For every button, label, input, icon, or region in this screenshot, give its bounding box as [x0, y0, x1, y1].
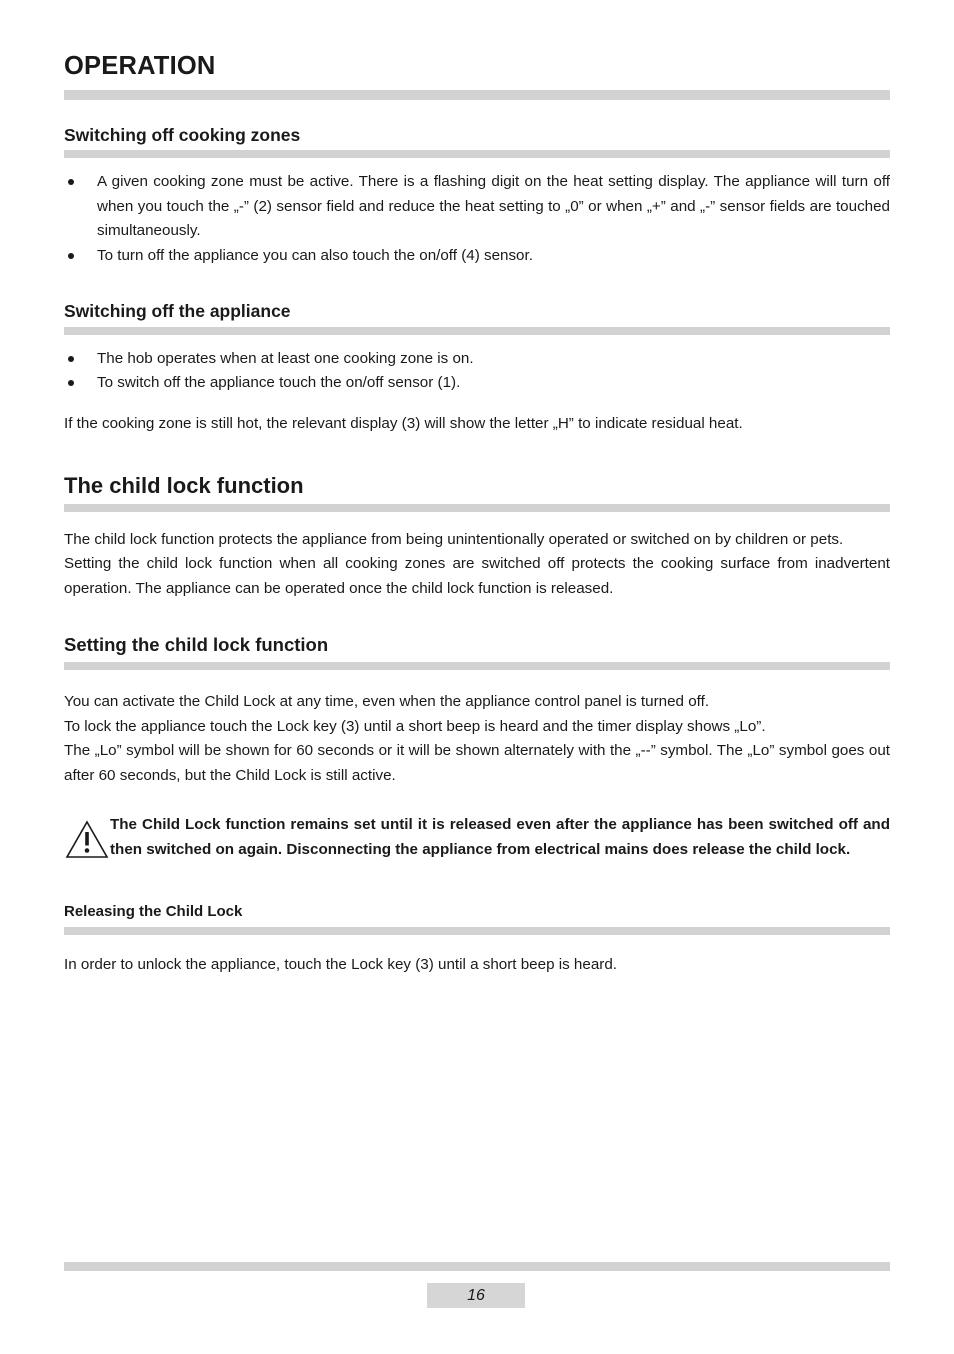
warning-text: The Child Lock function remains set until it is released even after the appliance has been switched off and then switched on again. Disconnecting the appliance from electrical mains does release the child lock. — [110, 816, 890, 859]
paragraph-residual-heat: If the cooking zone is still hot, the relevant display (3) will show the letter „H” to indicate residual heat. — [64, 414, 743, 432]
paragraph-lo-symbol: The „Lo” symbol will be shown for 60 seconds or it will be shown alternately with the „--” symbol. The „Lo” symbol goes out after 60 seconds, but the Child Lock is still active. — [64, 742, 890, 784]
list-switching-off-the-appliance — [64, 347, 890, 396]
paragraph-lock-appliance: To lock the appliance touch the Lock key (3) until a short beep is heard and the timer display shows „Lo”. — [64, 717, 766, 735]
list-item — [64, 347, 890, 372]
bullet-dot-icon — [68, 179, 74, 185]
list-switching-off-cooking-zones — [64, 170, 890, 268]
heading-divider-the-child-lock-function — [64, 504, 890, 512]
title-divider — [64, 90, 890, 100]
warning-note — [64, 812, 890, 866]
paragraph-unlock-appliance: In order to unlock the appliance, touch the Lock key (3) until a short beep is heard. — [64, 955, 617, 973]
warning-triangle-icon — [64, 819, 110, 866]
heading-switching-off-the-appliance: Switching off the appliance — [64, 301, 291, 322]
page-content — [64, 0, 890, 977]
bullet-dot-icon — [68, 356, 74, 362]
list-item-text: To switch off the appliance touch the on/off sensor (1). — [97, 374, 461, 392]
paragraph-activate-child-lock: You can activate the Child Lock at any time, even when the appliance control panel is turned off. — [64, 693, 710, 711]
heading-divider-setting-the-child-lock-function — [64, 662, 890, 670]
list-item-text: A given cooking zone must be active. There is a flashing digit on the heat setting display. The appliance will turn off when you touch the „-” (2) sensor field and reduce the heat setting to „0” or when „+” and „-” sensor fields are touched simultaneously. — [97, 173, 890, 240]
list-item-text: The hob operates when at least one cooking zone is on. — [97, 349, 474, 367]
footer-divider — [64, 1262, 890, 1271]
heading-releasing-the-child-lock: Releasing the Child Lock — [64, 903, 243, 921]
heading-divider-switching-off-cooking-zones — [64, 150, 890, 158]
heading-divider-releasing-the-child-lock — [64, 927, 890, 935]
list-item — [64, 170, 890, 244]
bullet-dot-icon — [68, 380, 74, 386]
heading-setting-the-child-lock-function: Setting the child lock function — [64, 634, 329, 656]
heading-divider-switching-off-the-appliance — [64, 327, 890, 335]
heading-switching-off-cooking-zones: Switching off cooking zones — [64, 124, 301, 145]
heading-the-child-lock-function: The child lock function — [64, 473, 304, 499]
paragraph-child-lock-setting: Setting the child lock function when all cooking zones are switched off protects the cooking surface from inadvertent operation. The appliance can be operated once the child lock function is released. — [64, 555, 890, 597]
list-item — [64, 244, 890, 269]
page-title: OPERATION — [64, 52, 216, 80]
paragraph-child-lock-protects: The child lock function protects the appliance from being unintentionally operated or switched on by children or pets. — [64, 530, 844, 548]
bullet-dot-icon — [68, 253, 74, 259]
list-item — [64, 371, 890, 396]
page-number: 16 — [427, 1283, 525, 1308]
list-item-text: To turn off the appliance you can also touch the on/off (4) sensor. — [97, 246, 533, 264]
